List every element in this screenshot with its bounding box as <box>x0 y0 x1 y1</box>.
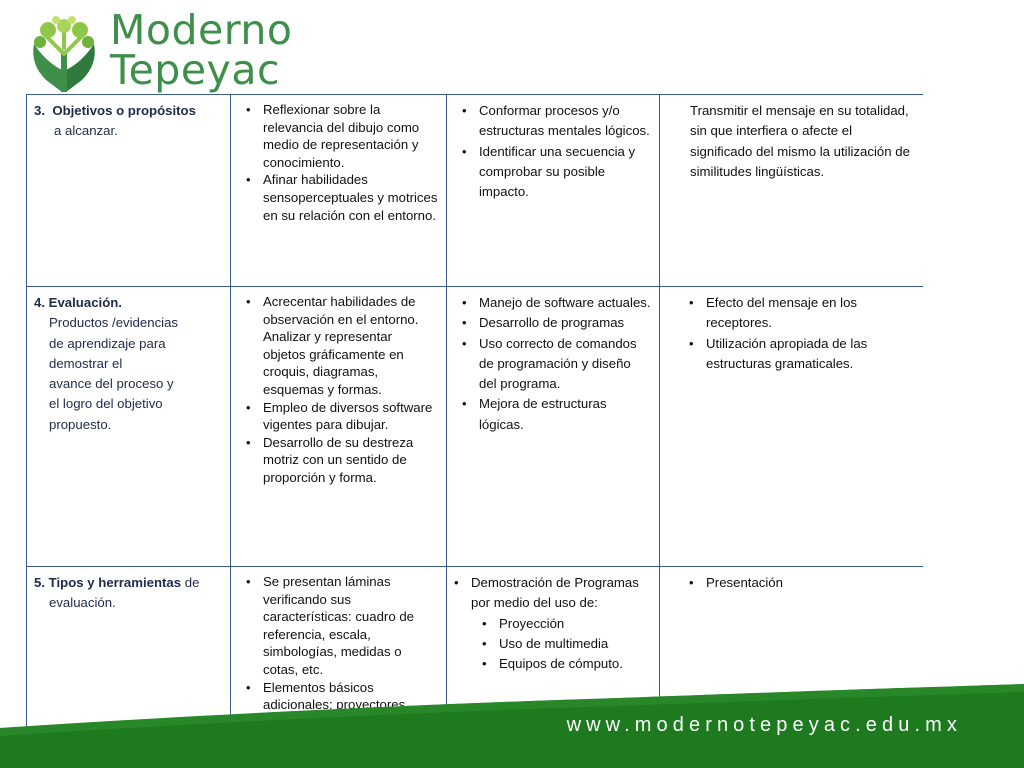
list-item: • Se presentan láminas verificando sus características: cuadro de referencia, escala, simbologías, medidas o cotas, etc. <box>239 573 438 679</box>
table-cell <box>660 95 923 287</box>
row-number: 3. <box>34 103 45 118</box>
table-cell <box>231 95 447 287</box>
list-item: • Desarrollo de su destreza motriz con un sentido de proporción y forma. <box>239 434 438 487</box>
list-item: • Identificar una secuencia y comprobar su posible impacto. <box>455 142 651 203</box>
list-item: • Manejo de software actuales. <box>455 293 651 313</box>
list-item: • Presentación <box>682 573 915 593</box>
row-label-line: propuesto. <box>49 416 112 432</box>
table-row <box>27 95 923 287</box>
list-item: • Mejora de estructuras lógicas. <box>455 394 651 435</box>
row-label-bold: Tipos y herramientas <box>48 575 182 590</box>
row-label-after: de <box>181 575 200 590</box>
list-item: • Desarrollo de programas <box>455 313 651 333</box>
row-label-bold: Evaluación. <box>48 295 122 310</box>
list-item: • Utilización apropiada de las estructuras gramaticales. <box>682 334 915 375</box>
brand-line-1: Moderno <box>110 6 293 54</box>
brand-line-2: Tepeyac <box>110 46 280 94</box>
row-label-rest: evaluación. <box>49 595 116 611</box>
row-label-bold: Objetivos o propósitos <box>52 103 196 118</box>
row-number: 4. <box>34 295 45 310</box>
row-label-line: de aprendizaje para <box>49 335 166 351</box>
row-label-line: avance del proceso y <box>49 376 174 392</box>
row-label-cell <box>27 287 231 567</box>
row-label-line: Productos /evidencias <box>49 315 179 331</box>
table-cell <box>231 287 447 567</box>
row-label-cell <box>27 95 231 287</box>
list-item: • Uso correcto de comandos de programación y diseño del programa. <box>455 334 651 395</box>
list-item: • Elementos básicos adicionales: proyectores <box>239 679 438 714</box>
sub-list-item: • Equipos de cómputo. <box>475 654 651 674</box>
list-item: • Conformar procesos y/o estructuras mentales lógicos. <box>455 101 651 142</box>
list-item: • Acrecentar habilidades de observación en el entorno. Analizar y representar objetos gráficamente en croquis, diagramas, esquemas y formas. <box>239 293 438 399</box>
header <box>0 0 1024 95</box>
row-number: 5. <box>34 575 45 590</box>
list-item: • Afinar habilidades sensoperceptuales y motrices en su relación con el entorno. <box>239 171 438 224</box>
table-cell <box>660 287 923 567</box>
row-label-rest: a alcanzar. <box>54 123 118 139</box>
table-cell <box>447 95 660 287</box>
list-item: • Demostración de Programas por medio del uso de: <box>447 573 651 614</box>
list-item: • Efecto del mensaje en los receptores. <box>682 293 915 334</box>
row-label-line: demostrar el <box>49 355 123 371</box>
list-item: • Reflexionar sobre la relevancia del dibujo como medio de representación y conocimiento. <box>239 101 438 171</box>
list-item: • Empleo de diversos software vigentes para dibujar. <box>239 399 438 434</box>
brand-name <box>110 6 293 94</box>
table-cell <box>447 287 660 567</box>
cell-text: Transmitir el mensaje en su totalidad, sin que interfiera o afecte el significado del mismo la utilización de similitudes lingüísticas. <box>690 103 910 179</box>
table-row <box>27 287 923 567</box>
website-url[interactable]: www.modernotepeyac.edu.mx <box>566 714 962 736</box>
row-label-line: el logro del objetivo <box>49 396 163 412</box>
sub-list-item: • Proyección <box>475 614 651 634</box>
sub-list-item: • Uso de multimedia <box>475 634 651 654</box>
tree-logo-icon <box>26 14 102 94</box>
